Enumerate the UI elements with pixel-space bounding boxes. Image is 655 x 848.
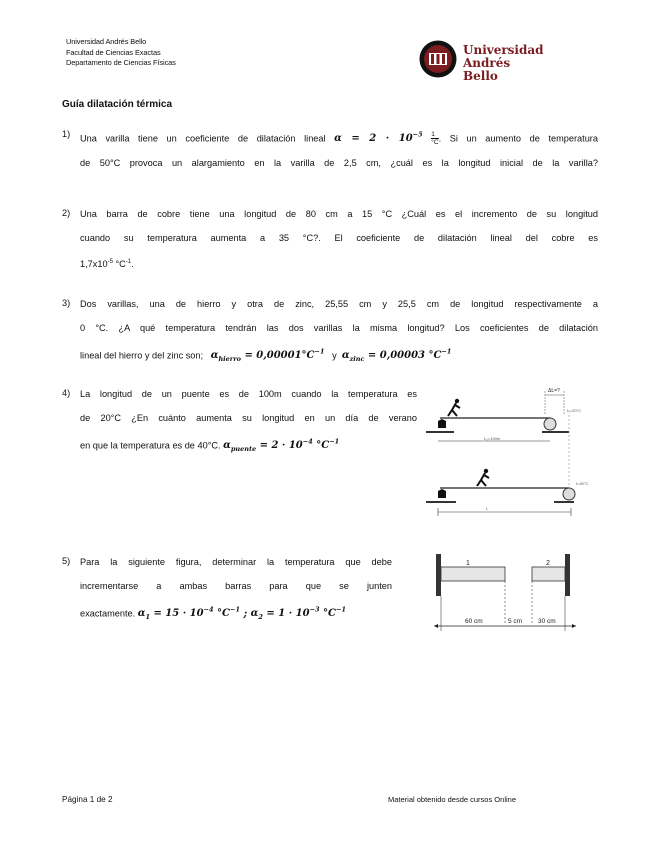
question-1-line-1: Una varilla tiene un coeficiente de dilatación lineal $\alpha = 2 \cdot 10^{-5}$ $\frac{1}{^\circ C}$ . Si un aumento de temperatura: [80, 131, 598, 147]
bar-2-label: 2: [546, 560, 550, 567]
dim-30: 30 cm: [538, 618, 556, 625]
pedestal-icon-2: [438, 489, 446, 498]
question-2-line-3: $1,7x10^{-5}$ $^\circ C^{-1}$.: [80, 259, 134, 270]
question-3-line-2: 0 °C. ¿A qué temperatura tendrán las dos varillas la misma longitud? Los coeficientes de dilatación: [80, 323, 598, 333]
roller-icon-2: [563, 488, 575, 500]
logo-text-line1: Universidad: [463, 43, 544, 57]
logo-emblem-icon: [418, 39, 458, 79]
left-wall: [436, 554, 441, 596]
university-logo: [418, 39, 548, 81]
header-block: [66, 37, 176, 69]
question-2-line-1: Una barra de cobre tiene una longitud de 80 cm a 15 °C ¿Cuál es el incremento de su longitud: [80, 209, 598, 219]
alpha-hierro: $\alpha_{hierro} = 0,00001^\circ C^{-1}$: [210, 348, 325, 364]
question-5-line-3: exactamente. $\alpha_1 = 15 \cdot 10^{-4}$ $^\circ C^{-1}$ ; $\alpha_2 = 1 \cdot 10^{-3}$ $^\circ C^{-1}$: [80, 606, 346, 622]
question-5-number: 5): [62, 556, 71, 566]
question-3-line-3: lineal del hierro y del zinc son; $\alpha_{hierro} = 0,00001^\circ C^{-1}$ y $\alpha_{zinc} = 0,00003$ $^\circ C^{-1}$: [80, 348, 452, 364]
fraction: $\frac{1}{^\circ C}$: [431, 131, 439, 147]
roller-icon: [544, 418, 556, 430]
bar-1: [441, 567, 505, 581]
question-3-number: 3): [62, 298, 71, 308]
bars-figure: [432, 553, 580, 633]
question-2: [80, 202, 598, 276]
faculty-name: Facultad de Ciencias Exactas: [66, 47, 161, 57]
question-1-line-2: de 50°C provoca un alargamiento en la varilla de 2,5 cm, ¿cuál es la longitud inicial de la varilla?: [80, 158, 598, 169]
question-3: [80, 292, 598, 371]
alpha-expression: $\alpha = 2 \cdot 10^{-5}$: [334, 131, 423, 145]
question-2-number: 2): [62, 208, 71, 218]
footer-source: Material obtenido desde cursos Online: [388, 795, 516, 804]
question-4-number: 4): [62, 388, 71, 398]
question-4-line-2: de 20°C ¿En cuánto aumenta su longitud en un día de verano: [80, 413, 417, 423]
alpha-puente: $\alpha_{puente} = 2 \cdot 10^{-4}$ $^\circ C^{-1}$: [223, 438, 340, 454]
question-2-line-2: cuando su temperatura aumenta a 35 °C?. El coeficiente de dilatación lineal del cobre es: [80, 233, 598, 243]
question-5-line-1: Para la siguiente figura, determinar la temperatura que debe: [80, 557, 392, 567]
right-wall: [565, 554, 570, 596]
question-5: [80, 550, 392, 629]
pedestal-icon: [438, 419, 446, 428]
university-name: Universidad Andrés Bello: [66, 37, 147, 46]
alpha-1: $\alpha_1 = 15 \cdot 10^{-4}$ $^\circ C^{-1}$: [137, 606, 241, 622]
bridge-figure: [424, 385, 604, 521]
l-label: L: [486, 506, 489, 511]
alpha-zinc: $\alpha_{zinc} = 0,00003$ $^\circ C^{-1}$: [341, 348, 452, 364]
question-4: [80, 382, 417, 461]
question-1-number: 1): [62, 129, 71, 139]
dim-gap: 5 cm: [508, 618, 523, 625]
dim-60: 60 cm: [465, 618, 483, 625]
person-icon: [448, 399, 460, 416]
side-label: t₀=20°C: [567, 408, 582, 413]
l0-label: L₀=100m: [484, 436, 501, 441]
delta-label: ΔL=?: [548, 388, 560, 394]
logo-text-line2: Andrés Bello: [463, 56, 511, 83]
question-4-line-1: La longitud de un puente es de 100m cuando la temperatura es: [80, 389, 417, 399]
page-number: Página 1 de 2: [62, 795, 113, 804]
alpha-2: $\alpha_2 = 1 \cdot 10^{-3}$ $^\circ C^{-1}$: [250, 606, 346, 622]
question-4-line-3: en que la temperatura es de 40°C. $\alpha_{puente} = 2 \cdot 10^{-4}$ $^\circ C^{-1}$: [80, 438, 340, 454]
t-label: t=40°C: [576, 481, 589, 486]
person-icon-2: [477, 469, 489, 486]
document-title: Guía dilatación térmica: [62, 99, 173, 110]
bar-2: [532, 567, 565, 581]
question-1: [80, 123, 598, 175]
department-name: Departamento de Ciencias Físicas: [66, 58, 176, 68]
bar-1-label: 1: [466, 560, 470, 567]
question-5-line-2: incrementarse a ambas barras para que se junten: [80, 581, 392, 591]
question-3-line-1: Dos varillas, una de hierro y otra de zinc, 25,55 cm y 25,5 cm de longitud respectivamente a: [80, 299, 598, 309]
